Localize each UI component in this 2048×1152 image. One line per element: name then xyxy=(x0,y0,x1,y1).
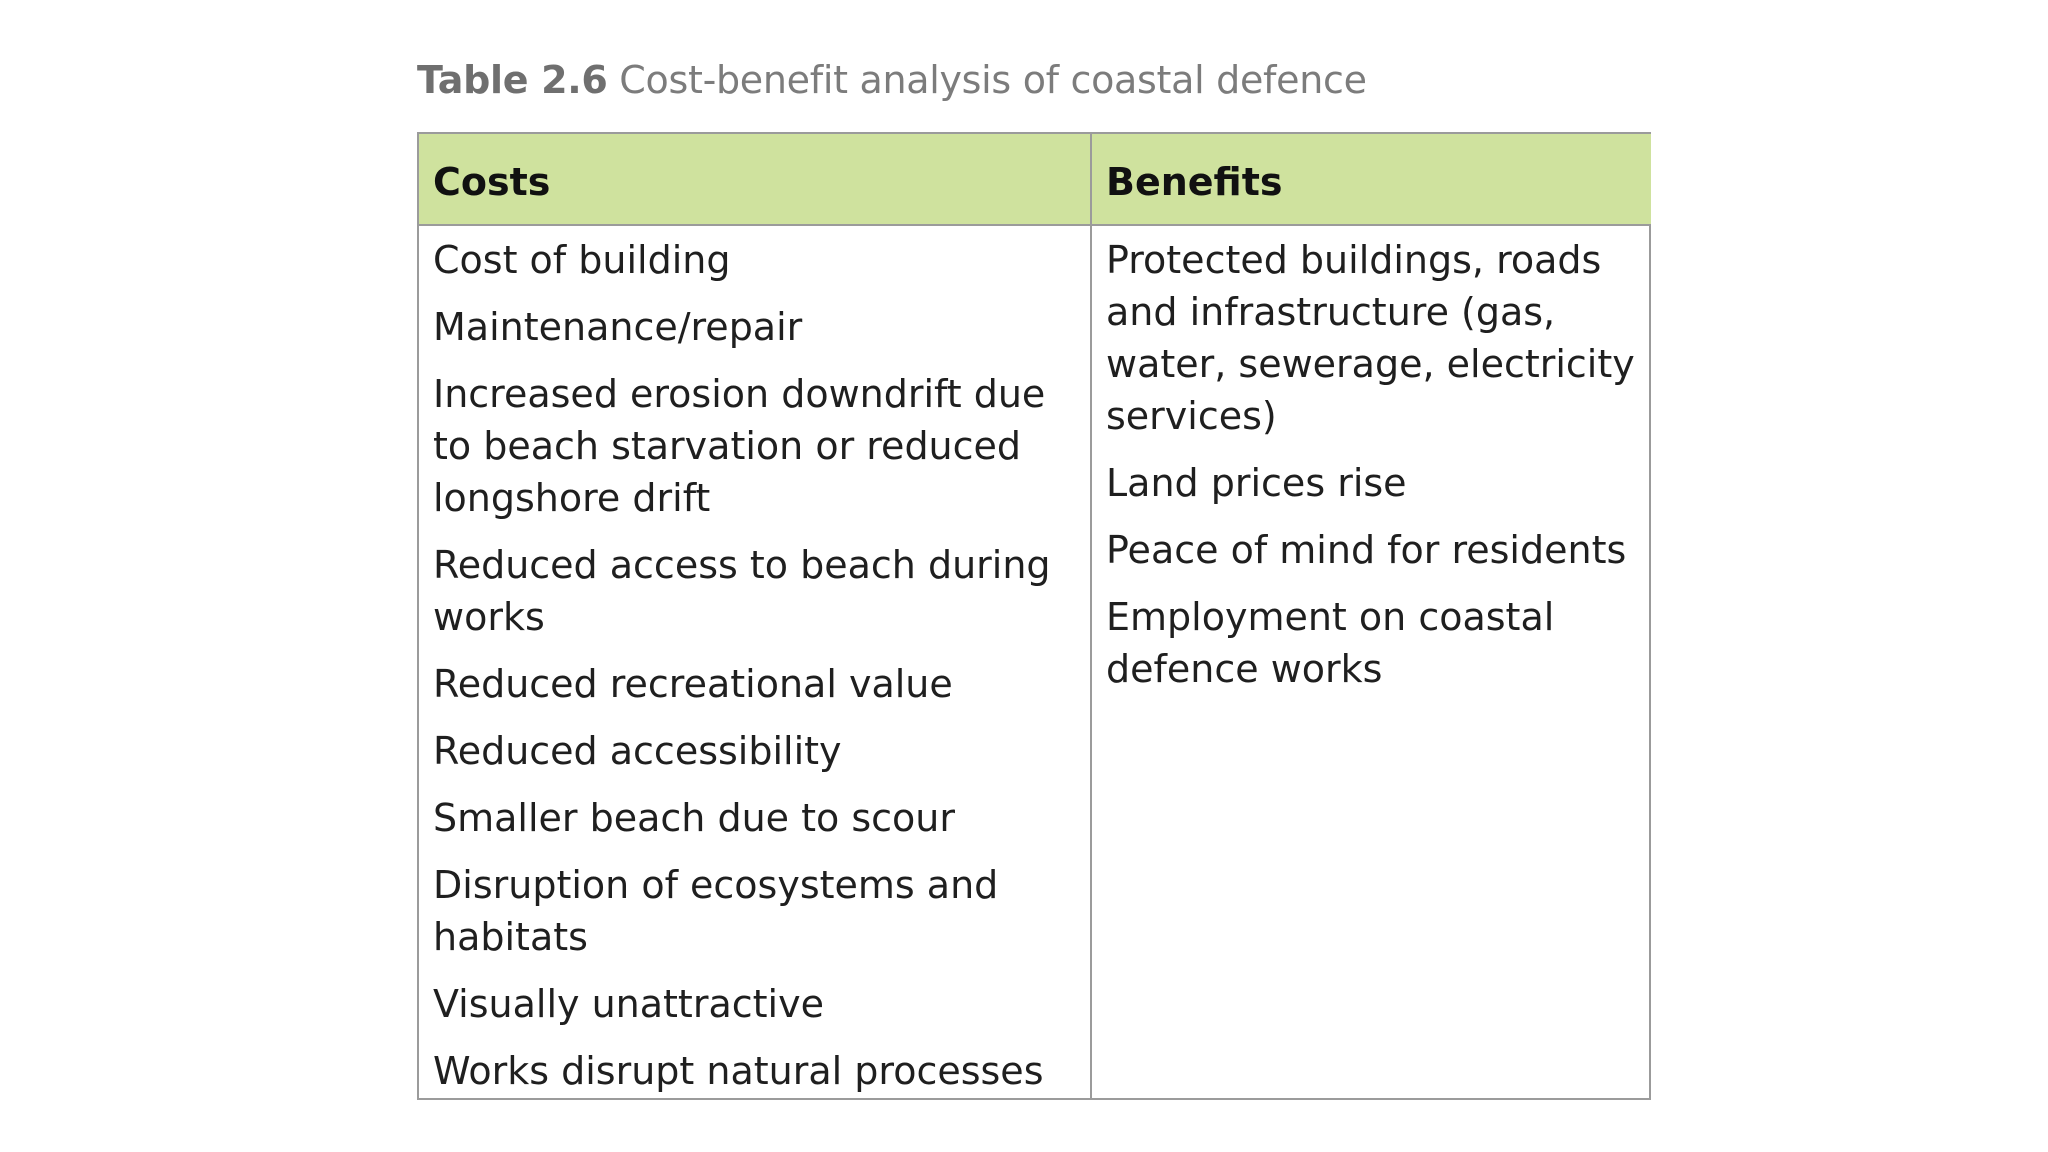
list-item: Works disrupt natural processes xyxy=(433,1049,1044,1093)
cost-benefit-table xyxy=(417,132,1651,1100)
list-item: Protected buildings, roads and infrastructure (gas, water, sewerage, electricity services) xyxy=(1106,238,1635,438)
benefits-column xyxy=(1092,226,1651,1100)
benefits-header: Benefits xyxy=(1092,134,1651,226)
costs-header: Costs xyxy=(419,134,1092,226)
list-item: Disruption of ecosystems and habitats xyxy=(433,863,999,959)
list-item: Reduced recreational value xyxy=(433,662,953,706)
list-item: Cost of building xyxy=(433,238,731,282)
list-item: Reduced accessibility xyxy=(433,729,842,773)
list-item: Employment on coastal defence works xyxy=(1106,595,1555,691)
list-item: Visually unattractive xyxy=(433,982,824,1026)
table-number: Table 2.6 xyxy=(417,58,608,102)
list-item: Land prices rise xyxy=(1106,461,1407,505)
list-item: Increased erosion downdrift due to beach starvation or reduced longshore drift xyxy=(433,372,1046,520)
table-title: Cost-benefit analysis of coastal defence xyxy=(619,58,1367,102)
list-item: Reduced access to beach during works xyxy=(433,543,1051,639)
table-caption xyxy=(417,56,1367,104)
costs-column xyxy=(419,226,1092,1100)
list-item: Peace of mind for residents xyxy=(1106,528,1627,572)
list-item: Smaller beach due to scour xyxy=(433,796,955,840)
list-item: Maintenance/repair xyxy=(433,305,803,349)
